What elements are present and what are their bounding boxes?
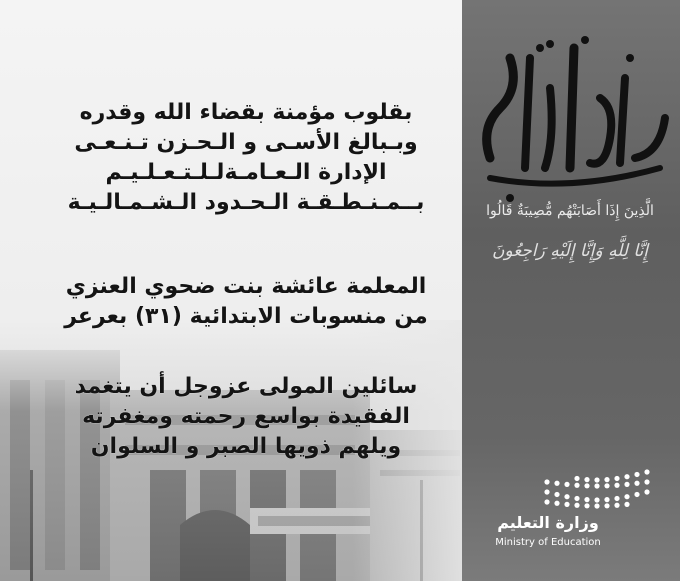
logo-english: Ministry of Education bbox=[495, 537, 601, 548]
logo-dot bbox=[634, 492, 639, 497]
logo-dot bbox=[594, 483, 599, 488]
logo-dot bbox=[614, 483, 619, 488]
text-line: بقلوب مؤمنة بقضاء الله وقدره bbox=[79, 100, 413, 125]
calligraphy bbox=[470, 18, 675, 208]
ministry-logo bbox=[488, 464, 664, 564]
logo-dot bbox=[574, 503, 579, 508]
logo-dot bbox=[574, 496, 579, 501]
logo-dot bbox=[634, 472, 639, 477]
logo-dot bbox=[574, 483, 579, 488]
logo-dot bbox=[624, 474, 629, 479]
logo-dot bbox=[594, 497, 599, 502]
logo-dot bbox=[544, 489, 549, 494]
text-line: وبـبالغ الأسـى و الـحـزن تـنـعـى bbox=[74, 130, 418, 155]
logo-dot bbox=[584, 503, 589, 508]
text-line: الإدارة الـعـامـةلـلـتـعـلـيـم bbox=[105, 160, 387, 185]
logo-dot bbox=[544, 499, 549, 504]
logo-dot bbox=[574, 476, 579, 481]
verse-line-2: إِنَّا لِلَّهِ وَإِنَّا إِلَيْهِ رَاجِعُونَ bbox=[491, 241, 649, 261]
logo-dot bbox=[644, 469, 649, 474]
logo-dot bbox=[624, 494, 629, 499]
logo-dot bbox=[544, 479, 549, 484]
logo-dot bbox=[594, 477, 599, 482]
condolence-intro bbox=[36, 98, 456, 218]
logo-dot bbox=[644, 489, 649, 494]
logo-dot bbox=[554, 481, 559, 486]
deceased-name bbox=[36, 272, 456, 332]
logo-dot bbox=[554, 501, 559, 506]
logo-dot bbox=[644, 479, 649, 484]
text-line: الفقيدة بواسع رحمته ومغفرته bbox=[82, 404, 410, 429]
text-line: ويلهم ذويها الصبر و السلوان bbox=[90, 434, 402, 459]
text-line: المعلمة عائشة بنت ضحوي العنزي bbox=[65, 274, 427, 299]
logo-dot bbox=[614, 503, 619, 508]
text-line: بــمـنـطـقـة الـحـدود الـشـمـالـيـة bbox=[67, 190, 425, 215]
logo-dot bbox=[564, 502, 569, 507]
logo-arabic: وزارة التعليم bbox=[497, 513, 599, 532]
logo-dot bbox=[604, 477, 609, 482]
logo-dot bbox=[594, 503, 599, 508]
logo-dot bbox=[584, 477, 589, 482]
logo-dot bbox=[564, 482, 569, 487]
logo-dot bbox=[554, 492, 559, 497]
text-line: سائلين المولى عزوجل أن يتغمد bbox=[74, 374, 418, 399]
logo-dot bbox=[564, 494, 569, 499]
logo-dot bbox=[604, 497, 609, 502]
logo-dot bbox=[584, 497, 589, 502]
logo-dot bbox=[624, 482, 629, 487]
prayer-text bbox=[36, 372, 456, 462]
logo-dot bbox=[614, 476, 619, 481]
verse-line-1: الَّذِينَ إِذَا أَصَابَتْهُم مُّصِيبَةٌ قَالُوا bbox=[486, 203, 654, 219]
text-line: من منسوبات الابتدائية (٣١) بعرعر bbox=[64, 304, 428, 329]
logo-dot bbox=[584, 483, 589, 488]
logo-dot bbox=[604, 483, 609, 488]
dots-logo-icon bbox=[542, 464, 652, 512]
logo-dot bbox=[604, 503, 609, 508]
logo-dot bbox=[614, 496, 619, 501]
logo-dot bbox=[634, 481, 639, 486]
logo-dot bbox=[624, 502, 629, 507]
